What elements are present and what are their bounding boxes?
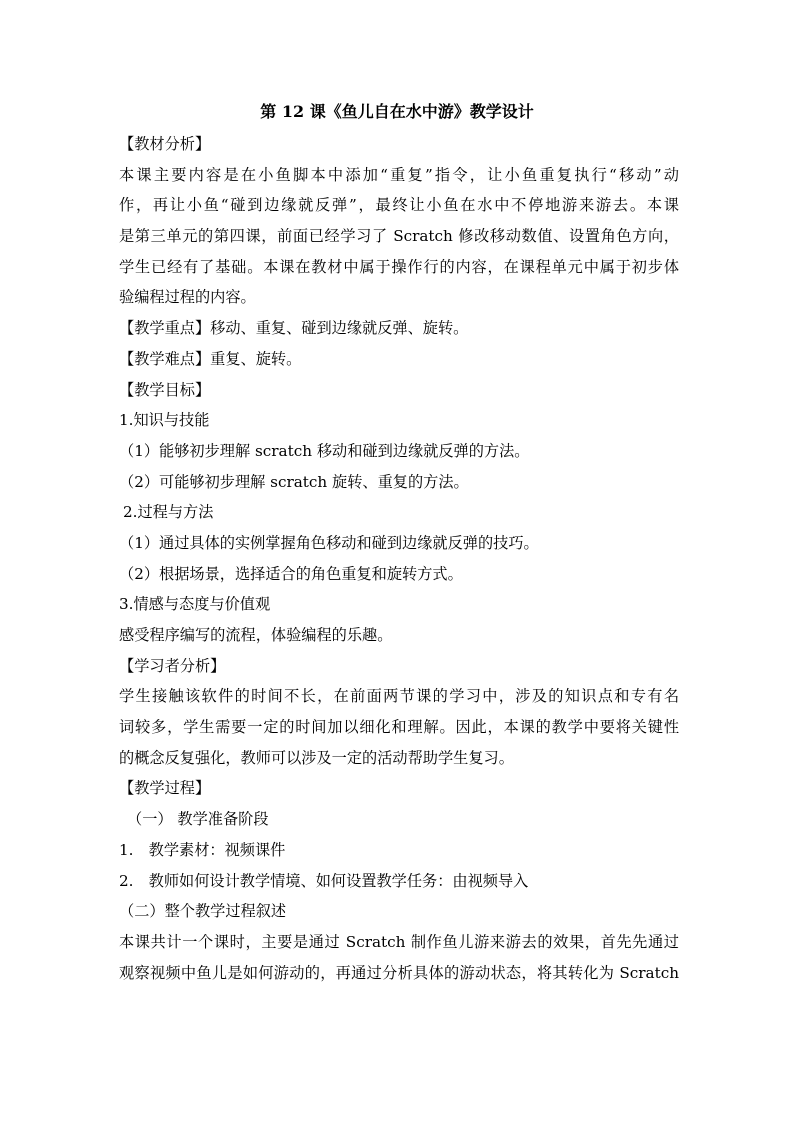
text-line: 的概念反复强化，教师可以涉及一定的活动帮助学生复习。: [119, 748, 514, 767]
text-line: 是第三单元的第四课，前面已经学习了 Scratch 修改移动数值、设置角色方向，: [119, 227, 679, 246]
text-line: 学生接触该软件的时间不长，在前面两节课的学习中，涉及的知识点和专有名: [119, 687, 679, 706]
text-line: 作，再让小鱼“碰到边缘就反弹”，最终让小鱼在水中不停地游来游去。本课: [119, 196, 679, 215]
text-line: 学生已经有了基础。本课在教材中属于操作行的内容，在课程单元中属于初步体: [119, 257, 679, 276]
text-line: （1）通过具体的实例掌握角色移动和碰到边缘就反弹的技巧。: [119, 533, 539, 552]
text-line: （一） 教学准备阶段: [127, 810, 269, 829]
text-line: 【教学难点】重复、旋转。: [119, 349, 302, 368]
text-line: 本课主要内容是在小鱼脚本中添加“重复”指令，让小鱼重复执行“移动”动: [119, 165, 679, 184]
document-title: 第 12 课《鱼儿自在水中游》教学设计: [260, 102, 534, 121]
document-body: [119, 129, 679, 988]
text-line: 3.情感与态度与价值观: [119, 595, 271, 614]
text-line: 词较多，学生需要一定的时间加以细化和理解。因此，本课的教学中要将关键性: [119, 718, 679, 737]
text-line: 本课共计一个课时，主要是通过 Scratch 制作鱼儿游来游去的效果，首先先通过: [119, 932, 679, 951]
text-line: 验编程过程的内容。: [119, 288, 256, 307]
text-line: 观察视频中鱼儿是如何游动的，再通过分析具体的游动状态，将其转化为 Scratch: [119, 963, 679, 982]
text-line: 感受程序编写的流程，体验编程的乐趣。: [119, 626, 393, 644]
text-line: （二）整个教学过程叙述: [119, 902, 287, 921]
text-line: （2）可能够初步理解 scratch 旋转、重复的方法。: [119, 472, 469, 491]
text-line: 2. 教师如何设计教学情境、如何设置教学任务：由视频导入: [119, 871, 529, 890]
text-line: 【教学过程】: [119, 779, 211, 798]
text-line: （1）能够初步理解 scratch 移动和碰到边缘就反弹的方法。: [119, 441, 530, 460]
text-line: 【教材分析】: [119, 135, 211, 153]
text-line: 【教学目标】: [119, 380, 211, 399]
text-line: （2）根据场景，选择适合的角色重复和旋转方式。: [119, 564, 463, 583]
text-line: 1. 教学素材：视频课件: [119, 840, 286, 859]
text-line: 【教学重点】移动、重复、碰到边缘就反弹、旋转。: [119, 319, 469, 338]
text-line: 【学习者分析】: [119, 656, 226, 675]
text-line: 1.知识与技能: [119, 411, 210, 430]
text-line: 2.过程与方法: [123, 503, 214, 522]
